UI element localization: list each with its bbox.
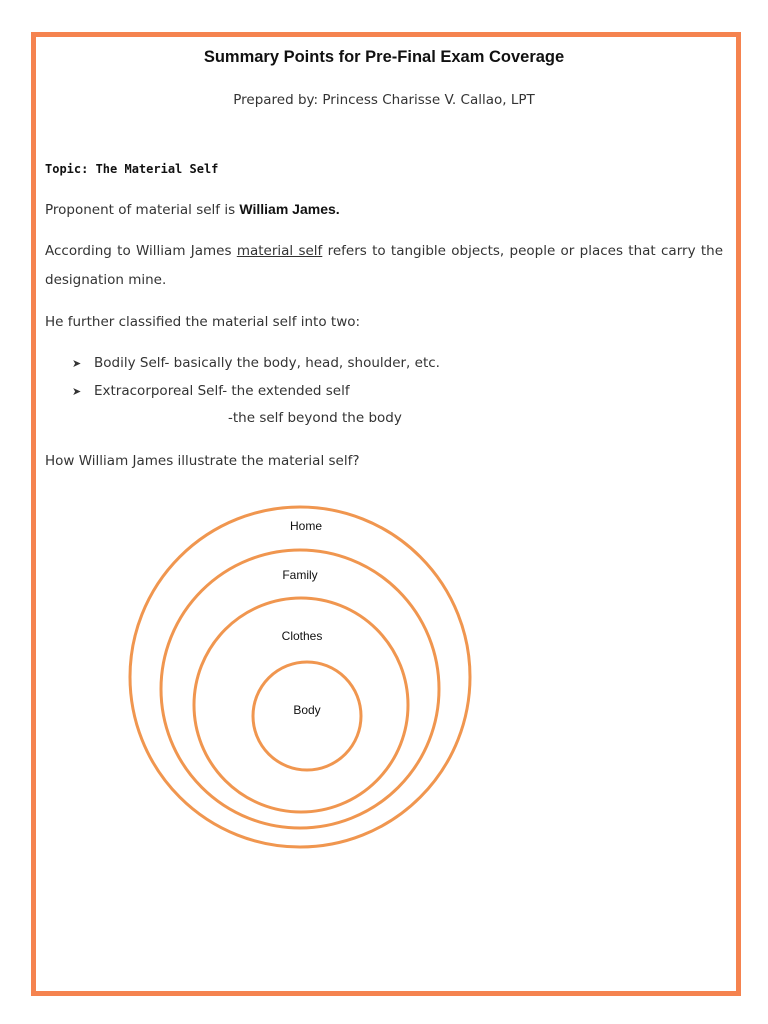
bullet-continuation: -the self beyond the body (228, 410, 402, 426)
paragraph-text: refers to tangible objects, people or places that carry the designation mine. (45, 243, 723, 288)
label-body: Body (293, 703, 321, 717)
paragraph-classification: He further classified the material self into two: (45, 314, 361, 330)
circle-home (130, 507, 470, 847)
label-clothes: Clothes (281, 629, 323, 643)
document-title: Summary Points for Pre-Final Exam Coverage (203, 48, 565, 66)
paragraph-text: According to William James (45, 243, 237, 259)
circle-family (161, 550, 439, 828)
document-subtitle: Prepared by: Princess Charisse V. Callao, LPT (233, 92, 535, 108)
paragraph-text: Proponent of material self is (45, 202, 240, 218)
label-home: Home (289, 519, 323, 533)
question-text: How William James illustrate the material self? (45, 453, 360, 469)
topic-heading: Topic: The Material Self (45, 162, 219, 176)
arrow-bullet-icon: ➤ (72, 357, 82, 370)
bullet-text: Extracorporeal Self- the extended self (94, 383, 350, 399)
underlined-term: material self (236, 243, 323, 259)
bold-name: William James. (239, 201, 340, 217)
arrow-bullet-icon: ➤ (72, 385, 82, 398)
bullet-text: Bodily Self- basically the body, head, shoulder, etc. (94, 355, 440, 371)
label-family: Family (282, 568, 318, 582)
